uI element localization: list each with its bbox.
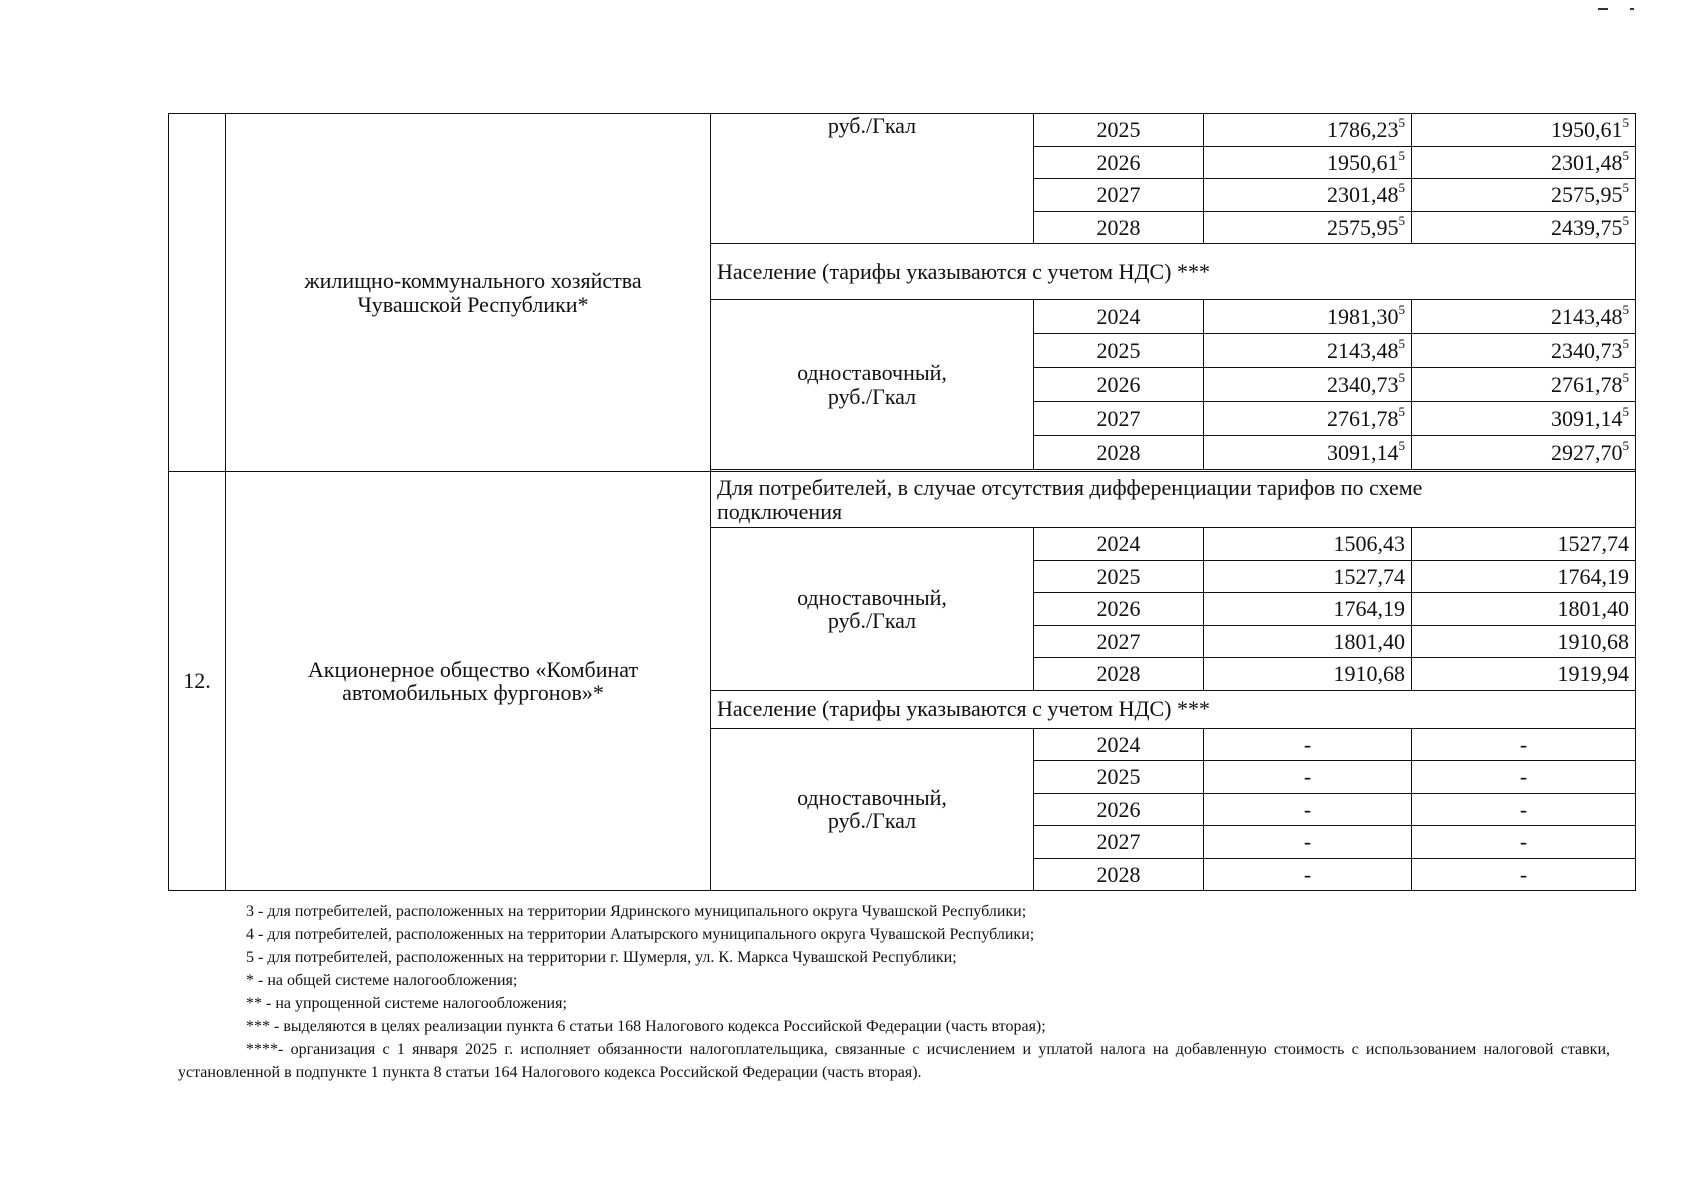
year-cell: 2027 (1034, 625, 1204, 658)
value-cell: 1950,61$^5$ (1412, 114, 1636, 147)
row-number-cell (169, 114, 226, 472)
footnote-line: * - на общей системе налогообложения; (246, 972, 518, 989)
table-row (169, 114, 1636, 147)
value-cell: 1910,68 (1204, 658, 1412, 691)
value-cell: - (1204, 728, 1412, 761)
value-cell: 2575,95$^5$ (1412, 179, 1636, 212)
scan-artifact (1630, 8, 1634, 10)
footnote-line: 3 - для потребителей, расположенных на территории Ядринского муниципального округа Чувашской Республики; (246, 903, 1027, 920)
year-cell: 2028 (1034, 658, 1204, 691)
year-cell: 2025 (1034, 334, 1204, 368)
value-cell: 1527,74 (1412, 528, 1636, 561)
year-cell: 2024 (1034, 528, 1204, 561)
year-cell: 2025 (1034, 114, 1204, 147)
year-cell: 2028 (1034, 211, 1204, 244)
value-cell: - (1412, 728, 1636, 761)
year-cell: 2026 (1034, 368, 1204, 402)
value-cell: 2143,48$^5$ (1204, 334, 1412, 368)
value-cell: 2301,48$^5$ (1412, 146, 1636, 179)
year-cell: 2024 (1034, 728, 1204, 761)
organization-name-cell: Акционерное общество «Комбинат автомобильных фургонов»* (226, 472, 711, 891)
scan-artifact (1598, 8, 1608, 10)
value-cell: - (1412, 858, 1636, 891)
value-cell: 2575,95$^5$ (1204, 211, 1412, 244)
value-cell: 2143,48$^5$ (1412, 300, 1636, 334)
unit-cell: одноставочный, руб./Гкал (711, 300, 1034, 470)
footnote-line: ** - на упрощенной системе налогообложения; (246, 995, 567, 1012)
year-cell: 2024 (1034, 300, 1204, 334)
year-cell: 2026 (1034, 146, 1204, 179)
footnote-line: 5 - для потребителей, расположенных на территории г. Шумерля, ул. К. Маркса Чувашской Республики; (246, 949, 957, 966)
year-cell: 2027 (1034, 826, 1204, 859)
value-cell: 1950,61$^5$ (1204, 146, 1412, 179)
value-cell: 1801,40 (1412, 593, 1636, 626)
value-cell: - (1412, 761, 1636, 794)
organization-name-cell: жилищно-коммунального хозяйства Чувашской Республики* (226, 114, 711, 472)
value-cell: 1981,30$^5$ (1204, 300, 1412, 334)
value-cell: 2927,70$^5$ (1412, 436, 1636, 470)
footnote-line: 4 - для потребителей, расположенных на территории Алатырского муниципального округа Чувашской Республики; (246, 926, 1035, 943)
value-cell: 3091,14$^5$ (1412, 402, 1636, 436)
year-cell: 2026 (1034, 593, 1204, 626)
year-cell: 2026 (1034, 793, 1204, 826)
value-cell: - (1412, 793, 1636, 826)
unit-cell: одноставочный, руб./Гкал (711, 728, 1034, 891)
footnote-line: *** - выделяются в целях реализации пункта 6 статьи 168 Налогового кодекса Российской Федерации (часть вторая); (246, 1018, 1046, 1035)
value-cell: 1919,94 (1412, 658, 1636, 691)
value-cell: 1801,40 (1204, 625, 1412, 658)
population-header-cell: Население (тарифы указываются с учетом НДС) *** (711, 244, 1636, 300)
value-cell: 1764,19 (1412, 560, 1636, 593)
year-cell: 2027 (1034, 402, 1204, 436)
population-header-cell: Население (тарифы указываются с учетом НДС) *** (711, 690, 1636, 728)
value-cell: - (1412, 826, 1636, 859)
value-cell: 2301,48$^5$ (1204, 179, 1412, 212)
value-cell: 1764,19 (1204, 593, 1412, 626)
value-cell: 2340,73$^5$ (1204, 368, 1412, 402)
row-number-cell: 12. (169, 472, 226, 891)
value-cell: - (1204, 826, 1412, 859)
value-cell: 2761,78$^5$ (1204, 402, 1412, 436)
year-cell: 2028 (1034, 858, 1204, 891)
footnote-line: ****- организация с 1 января 2025 г. исполняет обязанности налогоплательщика, связанные с исчислением и уплатой налога на добавленную стоимость с использованием налоговой ставки, установленной в подпункте 1 пункта 8 статьи 164 Налогового кодекса Российской Федерации (часть вторая). (178, 1041, 1610, 1081)
table-row (169, 472, 1636, 528)
value-cell: 1910,68 (1412, 625, 1636, 658)
value-cell: 2761,78$^5$ (1412, 368, 1636, 402)
value-cell: - (1204, 761, 1412, 794)
footnotes (178, 900, 1610, 1084)
year-cell: 2025 (1034, 761, 1204, 794)
value-cell: 3091,14$^5$ (1204, 436, 1412, 470)
value-cell: - (1204, 793, 1412, 826)
consumers-header-cell: Для потребителей, в случае отсутствия дифференциации тарифов по схеме подключения (711, 472, 1636, 528)
value-cell: 1786,23$^5$ (1204, 114, 1412, 147)
unit-cell: одноставочный, руб./Гкал (711, 528, 1034, 691)
year-cell: 2027 (1034, 179, 1204, 212)
year-cell: 2025 (1034, 560, 1204, 593)
value-cell: - (1204, 858, 1412, 891)
year-cell: 2028 (1034, 436, 1204, 470)
value-cell: 1527,74 (1204, 560, 1412, 593)
value-cell: 2340,73$^5$ (1412, 334, 1636, 368)
tariff-table (168, 113, 1636, 891)
value-cell: 1506,43 (1204, 528, 1412, 561)
value-cell: 2439,75$^5$ (1412, 211, 1636, 244)
unit-cell: руб./Гкал (711, 114, 1034, 244)
